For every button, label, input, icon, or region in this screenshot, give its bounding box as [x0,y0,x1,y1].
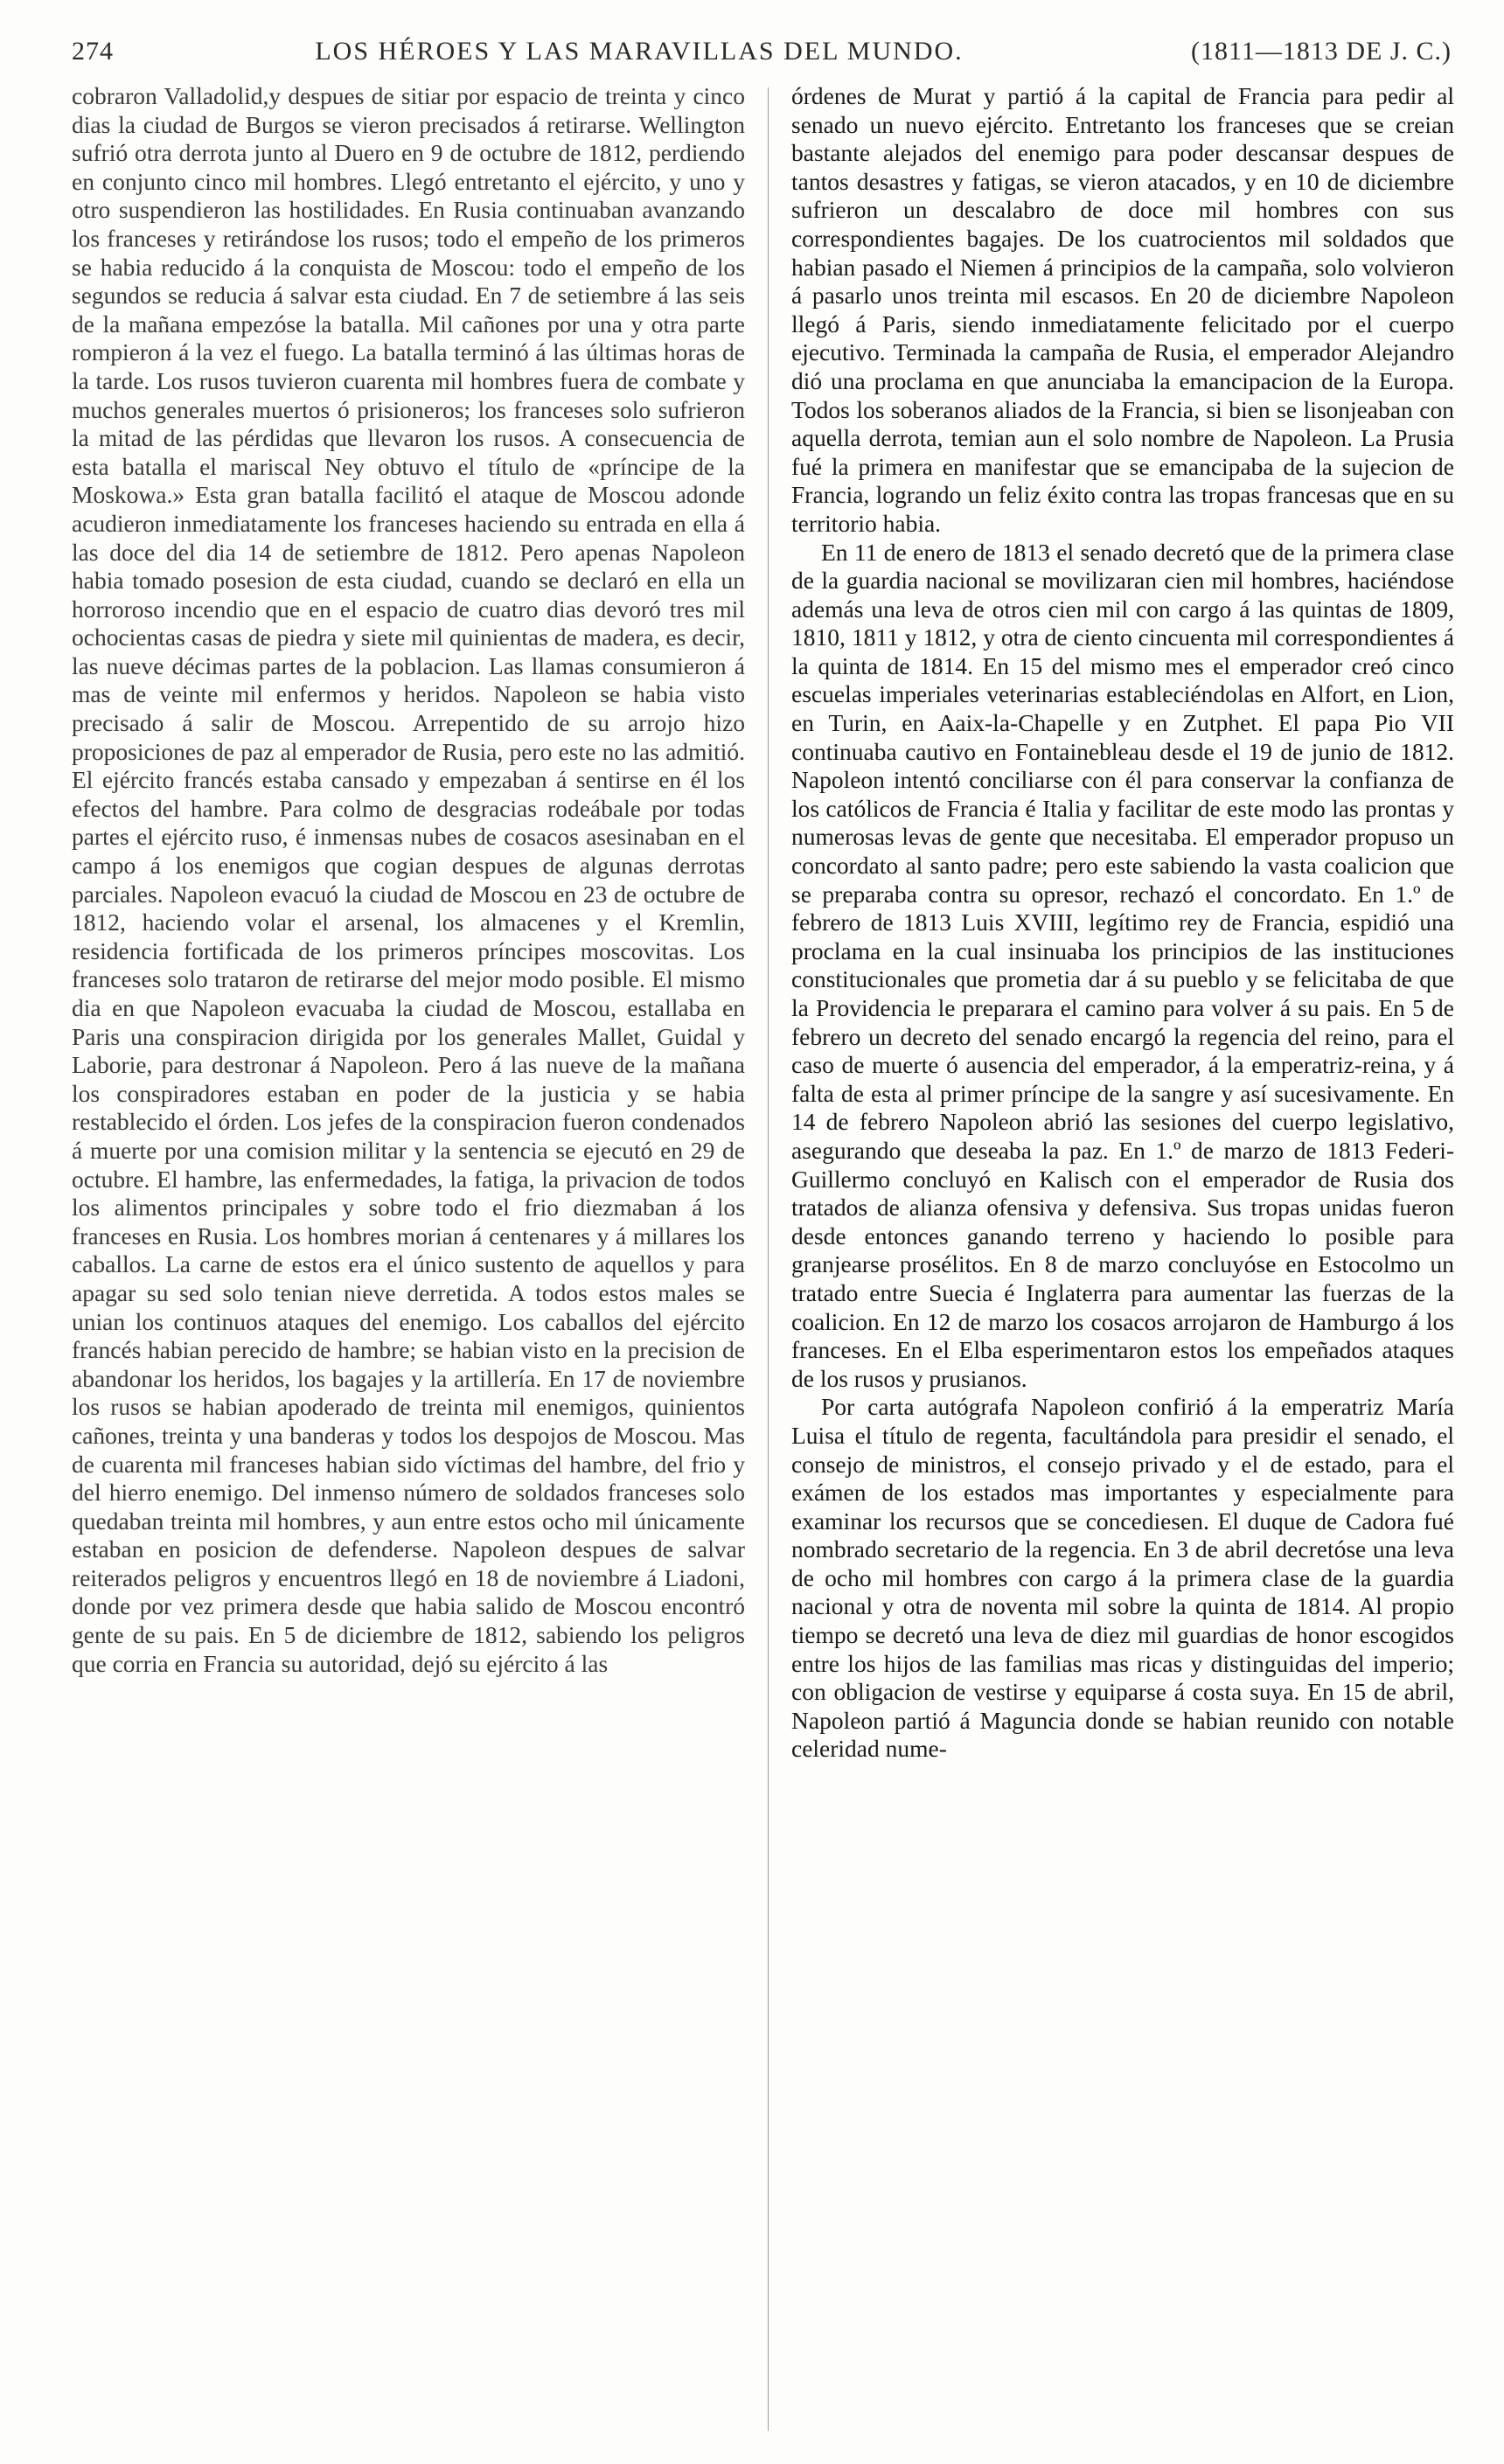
left-column [72,82,745,2434]
column-divider [768,87,769,2431]
date-range: (1811—1813 DE J. C.) [1190,37,1452,66]
running-title: LOS HÉROES Y LAS MARAVILLAS DEL MUNDO. [315,37,964,66]
paragraph: órdenes de Murat y partió á la capital de Francia para pedir al senado un nuevo ejército. Entretanto los franceses que se creian bastante alejados del enemigo para poder descansar despues de tantos desastres y fatigas, se vieron atacados, y en 10 de diciembre sufrieron un descalabro de doce mil hombres con sus correspondientes bagajes. De los cuatrocientos mil soldados que habian pasado el Niemen á principios de la campaña, solo volvieron á pasarlo unos treinta mil escasos. En 20 de diciembre Napoleon llegó á Paris, siendo inmediatamente felicitado por el cuerpo ejecutivo. Terminada la campaña de Rusia, el emperador Alejandro dió una proclama en que anunciaba la emancipacion de la Europa. Todos los soberanos aliados de la Francia, si bien se lisonjeaban con aquella derrota, temian aun el solo nombre de Napoleon. La Prusia fué la primera en manifestar que se emancipaba de la sujecion de Francia, logrando un feliz éxito contra las tropas francesas que en su territorio habia. [791,82,1454,537]
page-number: 274 [72,37,114,66]
running-header [72,30,1452,73]
paragraph: Por carta autógrafa Napoleon confirió á la emperatriz María Luisa el título de regenta, facultándola para presidir el senado, el consejo de ministros, el consejo privado y el de estado, para el exámen de los estados mas importantes y especialmente para examinar los recursos que se concediesen. El duque de Cadora fué nombrado secretario de la regencia. En 3 de abril decretóse una leva de ocho mil hombres con cargo á la primera clase de la guardia nacional y otra de noventa mil sobre la quinta de 1814. Al propio tiempo se decretó una leva de diez mil guardias de honor escogidos entre los hijos de las familias mas ricas y distinguidas del imperio; con obligacion de vestirse y equiparse á costa suya. En 15 de abril, Napoleon partió á Maguncia donde se habian reunido con notable celeridad nume- [791,1393,1454,1763]
right-column [791,82,1454,2434]
paragraph: cobraron Valladolid,y despues de sitiar por espacio de treinta y cinco dias la ciudad de Burgos se vieron precisados á retirarse. Wellington sufrió otra derrota junto al Duero en 9 de octubre de 1812, perdiendo en conjunto cinco mil hombres. Llegó entretanto el ejército, y uno y otro suspendieron las hostilidades. En Rusia continuaban avanzando los franceses y retirándose los rusos; todo el empeño de los primeros se habia reducido á la conquista de Moscou: todo el empeño de los segundos se reducia á salvar esta ciudad. En 7 de setiembre á las seis de la mañana empezóse la batalla. Mil cañones por una y otra parte rompieron á la vez el fuego. La batalla terminó á las últimas horas de la tarde. Los rusos tuvieron cuarenta mil hombres fuera de combate y muchos generales muertos ó prisioneros; los franceses solo sufrieron la mitad de las pérdidas que llevaron los rusos. A consecuencia de esta batalla el mariscal Ney obtuvo el título de «príncipe de la Moskowa.» Esta gran batalla facilitó el ataque de Moscou adonde acudieron inmediatamente los franceses haciendo su entrada en ella á las doce del dia 14 de setiembre de 1812. Pero apenas Napoleon habia tomado posesion de esta ciudad, cuando se declaró en ella un horroroso incendio que en el espacio de cuatro dias devoró tres mil ochocientas casas de piedra y siete mil quinientas de madera, es decir, las nueve décimas partes de la poblacion. Las llamas consumieron á mas de veinte mil enfermos y heridos. Napoleon se habia visto precisado á salir de Moscou. Arrepentido de su arrojo hizo proposiciones de paz al emperador de Rusia, pero este no las admitió. El ejército francés estaba cansado y empezaban á sentirse en él los efectos del hambre. Para colmo de desgracias rodeábale por todas partes el ejército ruso, é inmensas nubes de cosacos asesinaban en el campo á los enemigos que cogian despues de algunas derrotas parciales. Napoleon evacuó la ciudad de Moscou en 23 de octubre de 1812, haciendo volar el arsenal, los almacenes y el Kremlin, residencia fortificada de los primeros príncipes moscovitas. Los franceses solo trataron de retirarse del mejor modo posible. El mismo dia en que Napoleon evacuaba la ciudad de Moscou, estallaba en Paris una conspiracion dirigida por los generales Mallet, Guidal y Laborie, para destronar á Napoleon. Pero á las nueve de la mañana los conspiradores estaban en poder de la justicia y se habia restablecido el órden. Los jefes de la conspiracion fueron condenados á muerte por una comision militar y la sentencia se ejecutó en 29 de octubre. El hambre, las enfermedades, la fatiga, la privacion de todos los alimentos principales y sobre todo el frio diezmaban á los franceses en Rusia. Los hombres morian á centenares y á millares los caballos. La carne de estos era el único sustento de aquellos y para apagar su sed solo tenian nieve derretida. A todos estos males se unian los continuos ataques del enemigo. Los caballos del ejército francés habian perecido de hambre; se habian visto en la precision de abandonar los heridos, los bagajes y la artillería. En 17 de noviembre los rusos se habian apoderado de treinta mil enemigos, quinientos cañones, treinta y una banderas y todos los despojos de Moscou. Mas de cuarenta mil franceses habian sido víctimas del hambre, del frio y del hierro enemigo. Del inmenso número de soldados franceses solo quedaban treinta mil hombres, y aun entre estos ocho mil únicamente estaban en posicion de defenderse. Napoleon despues de salvar reiterados peligros y encuentros llegó en 18 de noviembre á Liadoni, donde por vez primera desde que habia salido de Moscou encontró gente de su pais. En 5 de diciembre de 1812, sabiendo los peligros que corria en Francia su autoridad, dejó su ejército á las [72,82,745,1677]
paragraph: En 11 de enero de 1813 el senado decretó que de la primera clase de la guardia nacional se movilizaran cien mil hombres, haciéndose además una leva de otros cien mil con cargo á las quintas de 1809, 1810, 1811 y 1812, y otra de ciento cincuenta mil correspondientes á la quinta de 1814. En 15 del mismo mes el emperador creó cinco escuelas imperiales veterinarias estableciéndolas en Alfort, en Lion, en Turin, en Aaix-la-Chapelle y en Zutphet. El papa Pio VII continuaba cautivo en Fontainebleau desde el 19 de junio de 1812. Napoleon intentó conciliarse con él para conservar la confianza de los católicos de Francia é Italia y facilitar de este modo las prontas y numerosas levas de gente que necesitaba. El emperador propuso un concordato al santo padre; pero este sabiendo la vasta coalicion que se preparaba contra su opresor, rechazó el concordato. En 1.º de febrero de 1813 Luis XVIII, legítimo rey de Francia, espidió una proclama en la cual insinuaba los principios de las instituciones constitucionales que prometia dar á su pueblo y se felicitaba de que la Providencia le preparara el camino para volver á su pais. En 5 de febrero un decreto del senado encargó la regencia del reino, para el caso de muerte ó ausencia del emperador, á la emperatriz-reina, y á falta de esta al primer príncipe de la sangre y así sucesivamente. En 14 de febrero Napoleon abrió las sesiones del cuerpo legislativo, asegurando que deseaba la paz. En 1.º de marzo de 1813 Federi-Guillermo concluyó en Kalisch con el emperador de Rusia dos tratados de alianza ofensiva y defensiva. Sus tropas unidas fueron desde entonces ganando terreno y haciendo lo posible para granjearse prosélitos. En 8 de marzo concluyóse en Estocolmo un tratado entre Suecia é Inglaterra para aumentar las fuerzas de la coalicion. En 12 de marzo los cosacos arrojaron de Hamburgo á los franceses. En el Elba esperimentaron estos los empeñados ataques de los rusos y prusianos. [791,538,1454,1392]
